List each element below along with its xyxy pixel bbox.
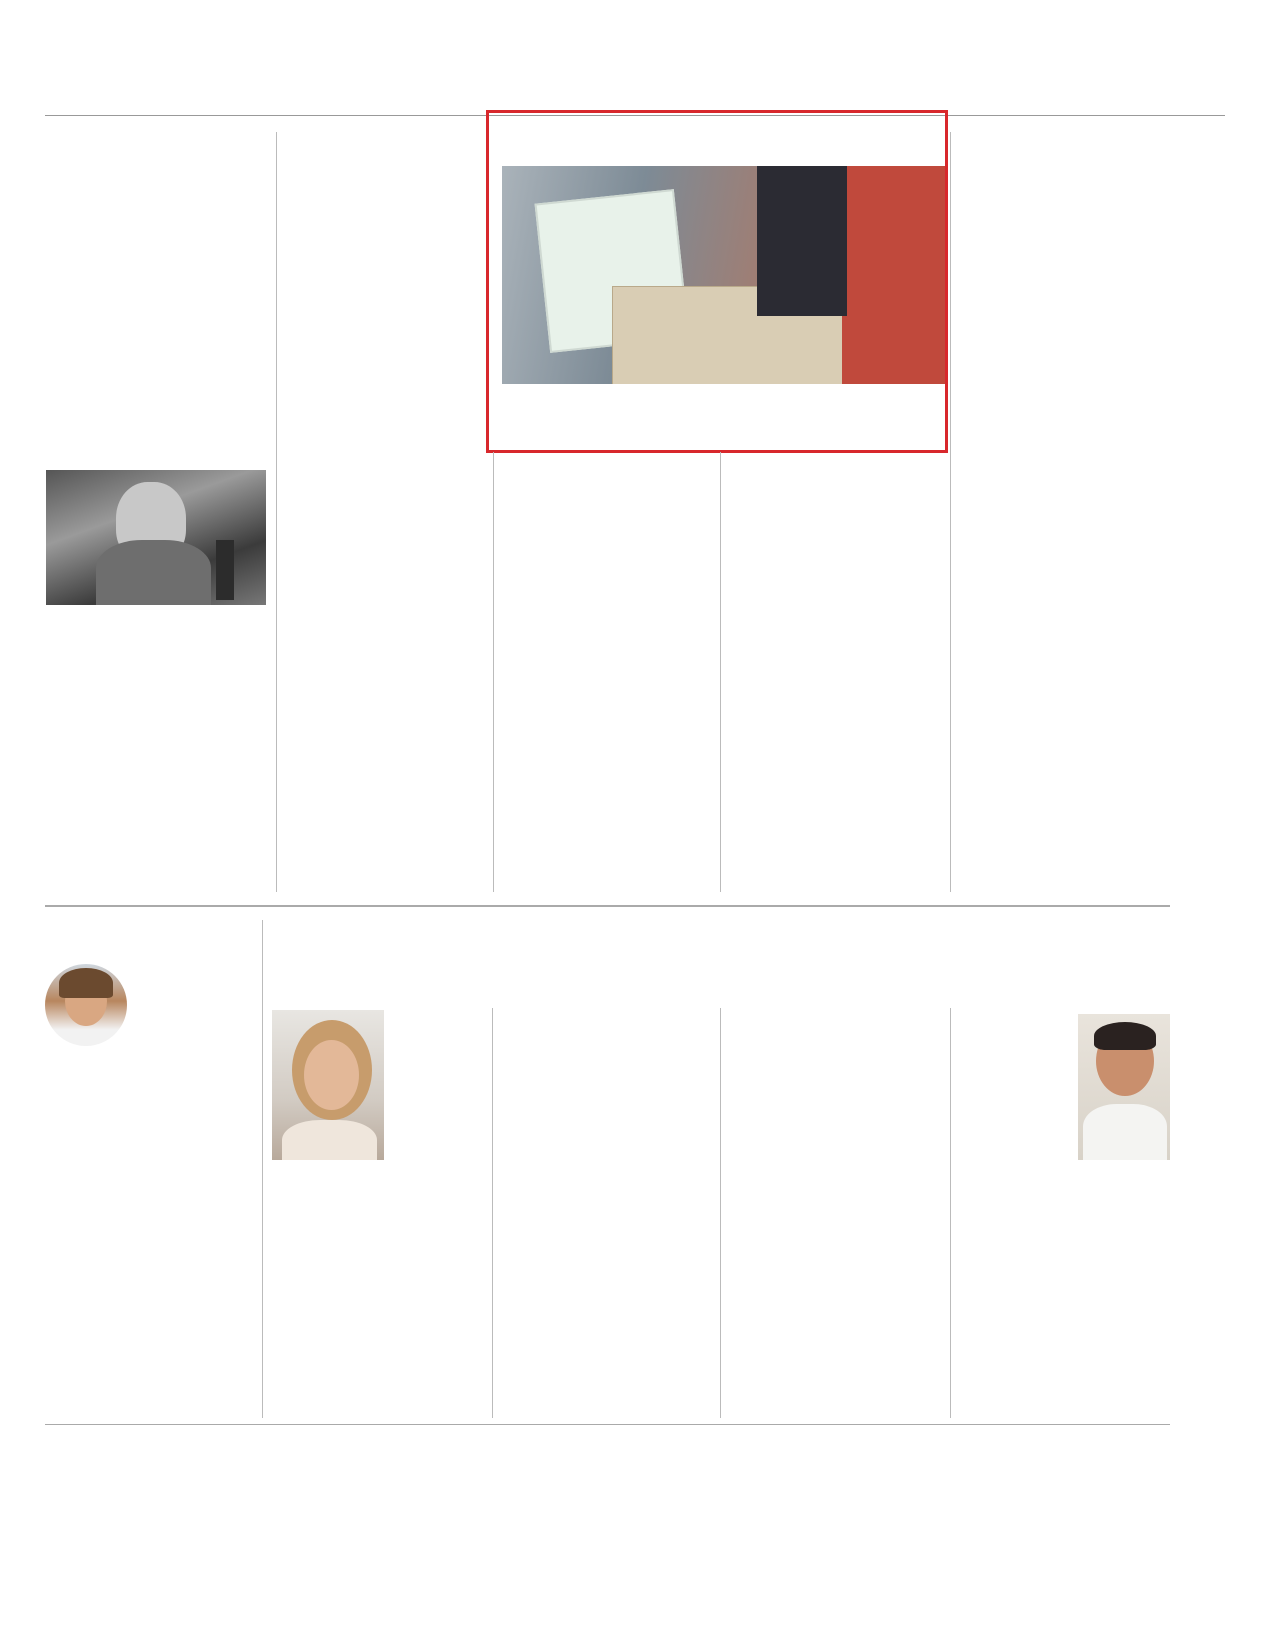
footer-rule	[45, 1424, 1170, 1425]
section-rule	[45, 905, 1170, 907]
golda-meir-photo	[46, 470, 266, 605]
ac-col1-top	[391, 1012, 484, 1015]
ideario-section	[45, 1292, 255, 1304]
efemerides-column	[45, 134, 267, 148]
ac-col4-bottom	[958, 1248, 1170, 1251]
florez-photo	[1078, 1014, 1170, 1160]
frase-section	[45, 922, 267, 932]
column-rule	[950, 132, 951, 892]
highlight-box	[486, 110, 948, 453]
dato-section	[45, 1158, 255, 1166]
forero-photo	[272, 1010, 384, 1160]
column-rule	[950, 1008, 951, 1418]
column-rule	[493, 452, 494, 892]
column-rule	[276, 132, 277, 892]
ac-col4-top	[958, 1012, 1070, 1015]
column-rule	[492, 1008, 493, 1418]
column-rule	[262, 920, 263, 1418]
column-rule	[720, 1008, 721, 1418]
column-rule	[720, 452, 721, 892]
machado-avatar	[45, 964, 127, 1046]
